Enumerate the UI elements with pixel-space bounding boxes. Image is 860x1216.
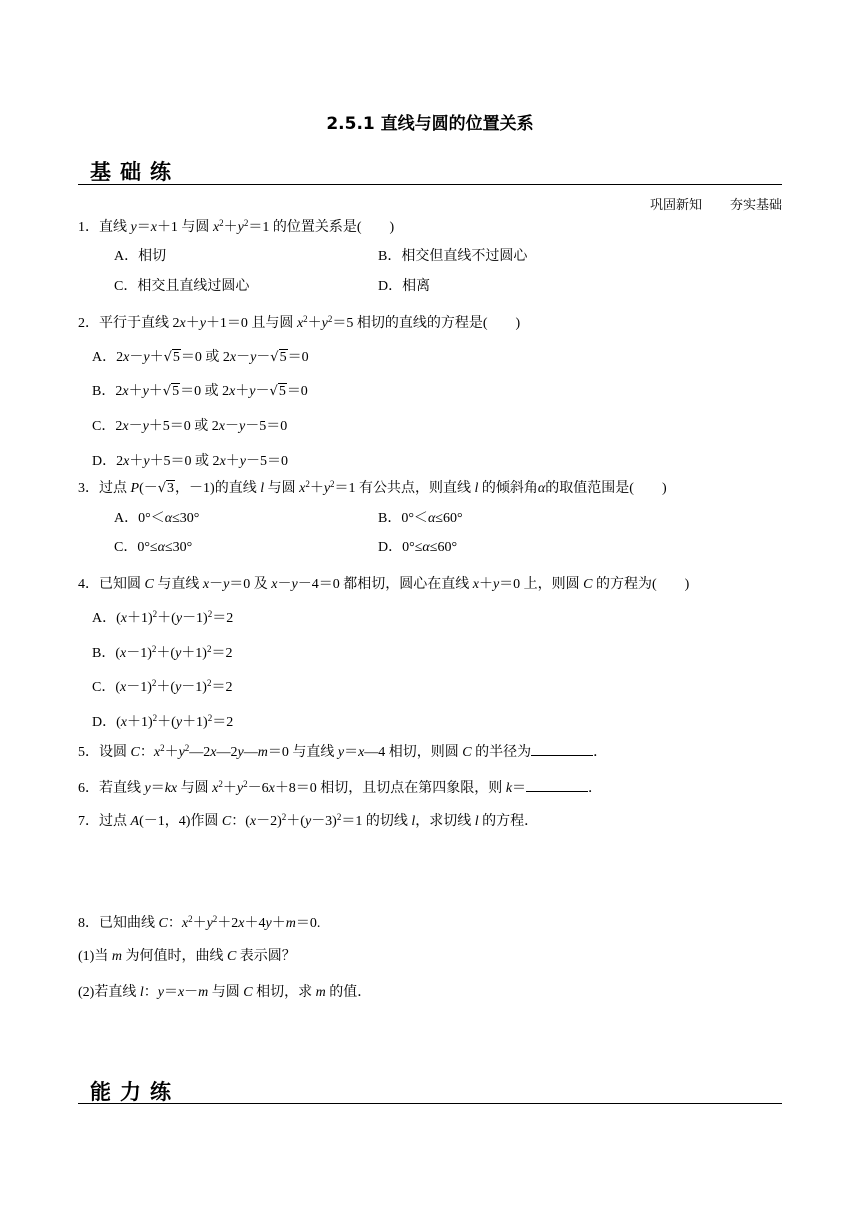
question-7: 7．过点 A(－1，4)作圆 C：$(x-2)^2+(y-3)^2=1$ 的切线 l，求切线 l 的方程． [78,812,539,829]
q1-lead: 1．直线 [78,220,131,235]
q8-p1-lead: (1)当 [78,949,112,964]
q1-option-a: A．相切 [114,249,167,264]
q2-option-b: B．2x＋y＋√5＝0 或 2x＋y－√5＝0 [92,384,308,399]
question-2: 2．平行于直线 2x＋y＋1＝0 且与圆 $x^2+y^2=5$ 相切的直线的方程是( ) [78,314,521,331]
section-heading-ability: 能力练 [90,1080,180,1104]
q3-option-d: D．0°≤α≤60° [378,540,458,555]
question-6: 6．若直线 y＝kx 与圆 $x^2+y^2-6x+8=0$ 相切，且切点在第四象限，则 k＝ ． [78,779,603,796]
q3-rest: 的取值范围是( ) [545,481,667,496]
q2-option-a: A．2x－y＋√5＝0 或 2x－y－√5＝0 [92,350,309,365]
q7-lead: 7．过点 [78,814,131,829]
q5-answer-blank[interactable] [531,743,593,756]
section-rule-basic [78,184,782,185]
q2-option-d: D．2x＋y＋5＝0 或 2x＋y－5＝0 [92,454,288,469]
q1-option-d: D．相离 [378,279,431,294]
question-4: 4．已知圆 C 与直线 x－y＝0 及 x－y－4＝0 都相切，圆心在直线 x＋y＝0 上，则圆 C 的方程为( ) [78,577,690,592]
q1-option-c: C．相交且直线过圆心 [114,279,250,294]
q4-rest: 的方程为( ) [596,577,690,592]
q4-option-b: B．$(x-1)^2+(y+1)^2=2$ [92,644,233,661]
q6-answer-blank[interactable] [526,779,588,792]
question-8-part-1: (1)当 m 为何值时，曲线 C 表示圆？ [78,949,296,964]
question-1: 1．直线 y＝x＋1 与圆 $x^2+y^2=1$ 的位置关系是( ) [78,218,395,235]
question-3: 3．过点 P(－√3，－1)的直线 l 与圆 $x^2+y^2=1$ 有公共点，则直线 l 的倾斜角α的取值范围是( ) [78,479,667,496]
q2-option-c: C．2x－y＋5＝0 或 2x－y－5＝0 [92,419,288,434]
q4-option-c: C．$(x-1)^2+(y-1)^2=2$ [92,678,233,695]
section-heading-basic: 基础练 [90,160,180,184]
q3-option-b: B．0°＜α≤60° [378,511,463,526]
q3-lead: 3．过点 [78,481,131,496]
q5-lead: 5．设圆 [78,745,131,760]
q6-lead: 6．若直线 [78,781,145,796]
question-8-part-2: (2)若直线 l：y＝x－m 与圆 C 相切，求 m 的值． [78,985,372,1000]
q4-lead: 4．已知圆 [78,577,145,592]
q4-option-d: D．$(x+1)^2+(y+1)^2=2$ [92,713,234,730]
q5-rest: 的半径为 [475,745,532,760]
q1-option-b: B．相交但直线不过圆心 [378,249,528,264]
q8-p2-lead: (2)若直线 [78,985,140,1000]
question-5: 5．设圆 C：$x^2+y^2—2x—2y—m=0$ 与直线 y＝x—4 相切，则圆 C 的半径为 ． [78,743,608,760]
q8-lead: 8．已知曲线 [78,916,159,931]
subtitle-right: 夯实基础 [729,198,782,213]
question-8: 8．已知曲线 C：$x^2+y^2+2x+4y+m=0$. [78,914,321,931]
page-title: 2.5.1 直线与圆的位置关系 [326,114,534,134]
subtitle-left: 巩固新知 [649,198,702,213]
q2-rest: 相切的直线的方程是( ) [356,316,521,331]
q4-option-a: A．$(x+1)^2+(y-1)^2=2$ [92,609,234,626]
q1-rest: 的位置关系是( ) [272,220,395,235]
q3-option-a: A．0°＜α≤30° [114,511,200,526]
section-subtitle [650,199,782,212]
q3-option-c: C．0°≤α≤30° [114,540,193,555]
q2-lead: 2．平行于直线 2 [78,316,180,331]
section-rule-ability [78,1103,782,1104]
